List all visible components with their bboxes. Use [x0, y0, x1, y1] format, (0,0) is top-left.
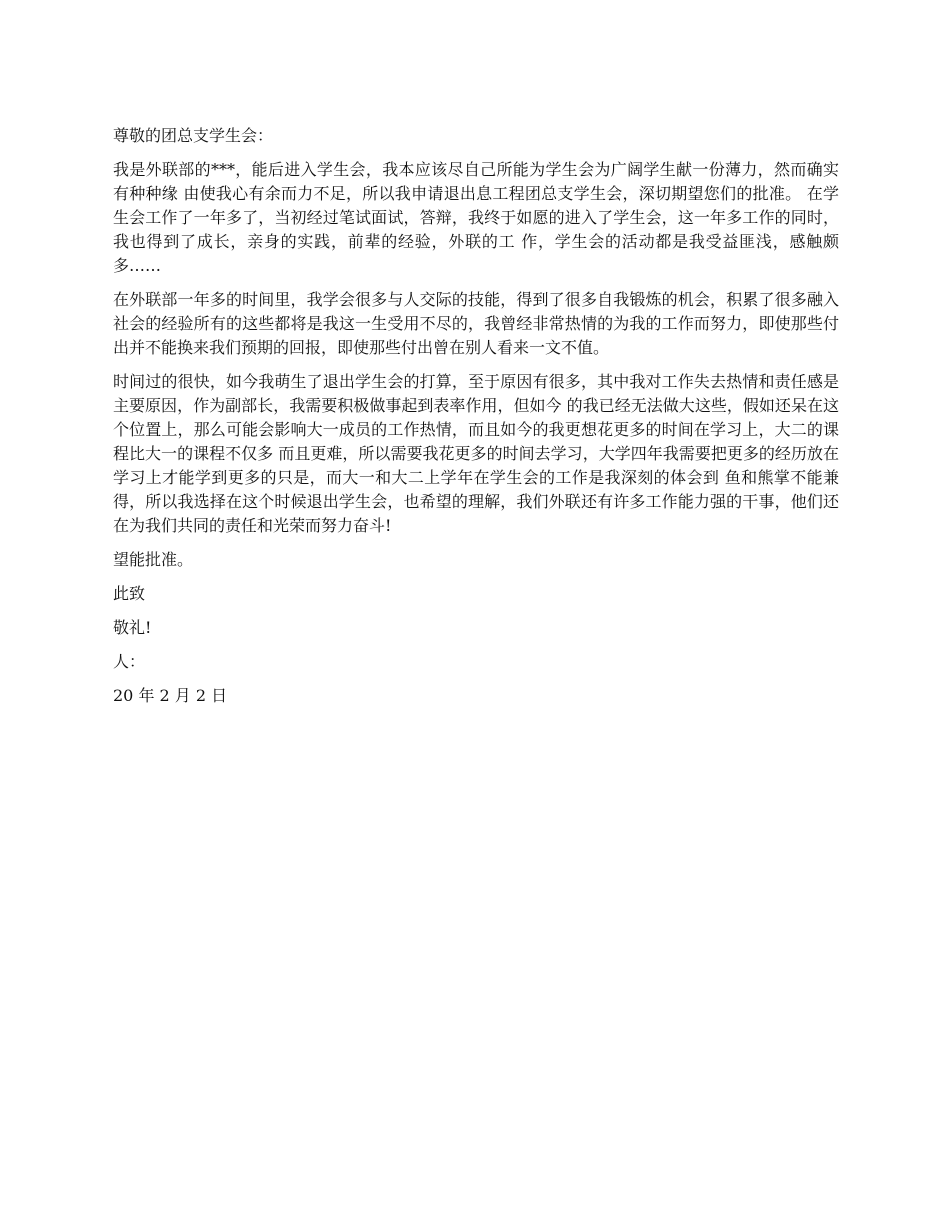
regards-line: 敬礼! [113, 618, 152, 637]
paragraph-1: 我是外联部的***，能后进入学生会，我本应该尽自己所能为学生会为广阔学生献一份薄力，然而确实有种种缘 由使我心有余而力不足，所以我申请退出息工程团总支学生会，深切期望您们的批准。 在学生会工作了一年多了，当初经过笔试面试，答辩，我终于如愿的进入了学生会，这一年多工作的同时，我也得到了成长，亲身的实践，前辈的经验，外联的工 作，学生会的活动都是我受益匪浅，感触颇多…… [113, 160, 839, 275]
letter-body [113, 124, 839, 718]
date-line: 20 年 2 月 2 日 [113, 686, 228, 705]
salutation: 尊敬的团总支学生会： [113, 126, 274, 145]
signature-line: 人： [113, 652, 146, 671]
paragraph-3: 时间过的很快，如今我萌生了退出学生会的打算，至于原因有很多，其中我对工作失去热情和责任感是主要原因，作为副部长，我需要积极做事起到表率作用，但如今 的我已经无法做大这些，假如还呆在这个位置上，那么可能会影响大一成员的工作热情，而且如今的我更想花更多的时间在学习上，大二的课程比大一的课程不仅多 而且更难，所以需要我花更多的时间去学习，大学四年我需要把更多的经历放在学习上才能学到更多的只是，而大一和大二上学年在学生会的工作是我深刻的体会到 鱼和熊掌不能兼得，所以我选择在这个时候退出学生会，也希望的理解，我们外联还有许多工作能力强的干事，他们还在为我们共同的责任和光荣而努力奋斗! [113, 372, 839, 535]
paragraph-2: 在外联部一年多的时间里，我学会很多与人交际的技能，得到了很多自我锻炼的机会，积累了很多融入社会的经验所有的这些都将是我这一生受用不尽的，我曾经非常热情的为我的工作而努力，即使那些付出并不能换来我们预期的回报，即使那些付出曾在别人看来一文不值。 [113, 290, 839, 357]
request-line: 望能批准。 [113, 550, 194, 569]
closing-line: 此致 [113, 584, 146, 603]
